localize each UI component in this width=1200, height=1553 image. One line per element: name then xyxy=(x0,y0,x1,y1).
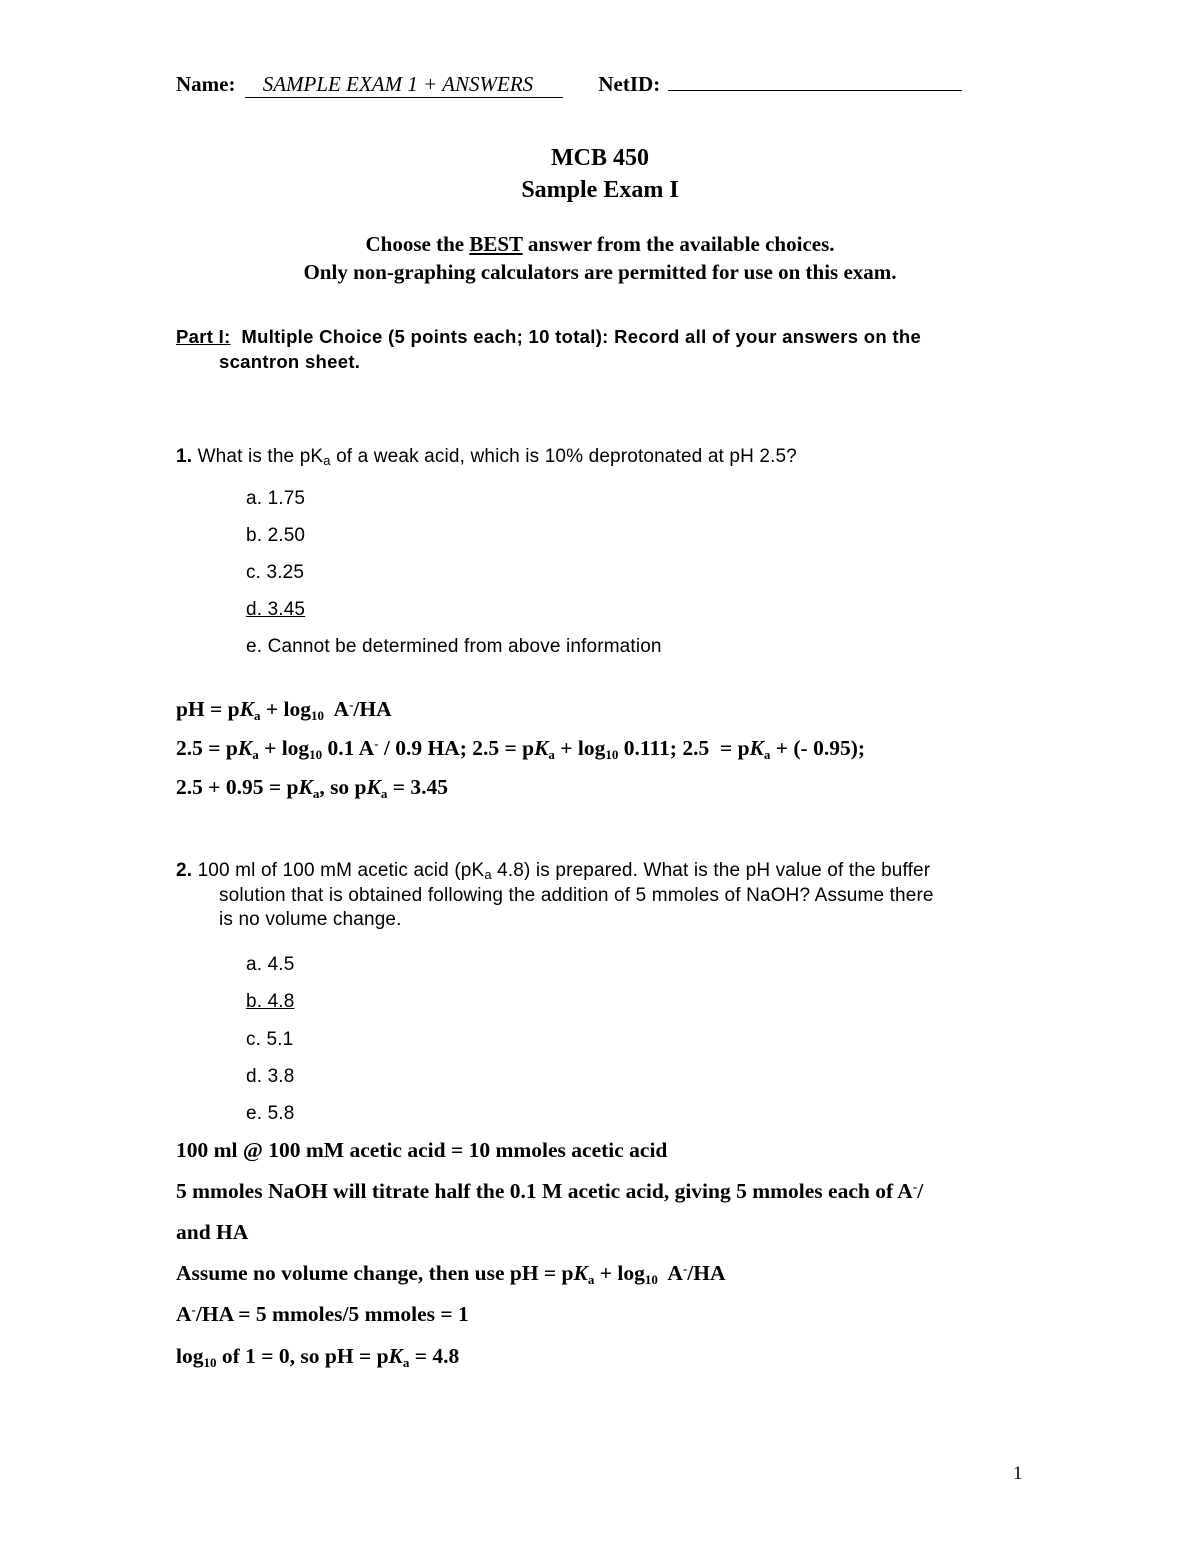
question-text: 100 ml of 100 mM acetic acid (pK xyxy=(192,860,485,881)
work-text: + log xyxy=(258,736,310,760)
subscript: 10 xyxy=(605,747,619,762)
work-text: of 1 = 0, so pH = p xyxy=(216,1344,389,1368)
question-text: 4.8) is prepared. What is the pH value of the buffer xyxy=(491,860,931,881)
work-text: Assume no volume change, then use pH = p xyxy=(176,1261,574,1285)
work-text: + (- 0.95); xyxy=(770,736,866,760)
superscript: - xyxy=(191,1302,196,1317)
work-text: / 0.9 HA; 2.5 = p xyxy=(378,736,535,760)
work-text: K xyxy=(534,736,549,760)
work-text: = 3.45 xyxy=(387,775,448,799)
instruction-best-answer xyxy=(0,232,1200,257)
q2-option-d[interactable]: d. 3.8 xyxy=(246,1066,295,1087)
superscript: - xyxy=(682,1261,688,1276)
part-heading xyxy=(176,326,921,348)
q1-option-b[interactable]: b. 2.50 xyxy=(246,525,306,546)
work-text: 0.1 A xyxy=(322,736,375,760)
page-number: 1 xyxy=(1013,1463,1023,1484)
q2-option-b-correct[interactable]: b. 4.8 xyxy=(246,991,295,1012)
question-text: of a weak acid, which is 10% deprotonated at pH 2.5? xyxy=(330,446,797,467)
q2-option-c[interactable]: c. 5.1 xyxy=(246,1029,294,1050)
subscript: a xyxy=(253,708,261,723)
subscript: a xyxy=(763,747,771,762)
instruction-emphasis: BEST xyxy=(469,232,523,256)
superscript: - xyxy=(374,736,379,751)
subscript: a xyxy=(312,786,320,801)
work-text: K xyxy=(388,1344,403,1368)
question-2 xyxy=(176,860,930,882)
subscript: 10 xyxy=(644,1272,658,1287)
work-text: / xyxy=(917,1179,924,1203)
question-2-cont: solution that is obtained following the addition of 5 mmoles of NaOH? Assume there xyxy=(219,885,934,906)
question-1 xyxy=(176,446,797,468)
subscript: a xyxy=(548,747,555,762)
instruction-text: Choose the xyxy=(365,232,470,256)
work-text: pH = p xyxy=(176,697,240,721)
work-text: /HA = 5 mmoles/5 mmoles = 1 xyxy=(195,1302,469,1326)
work-text: K xyxy=(239,697,254,721)
q1-option-d-correct[interactable]: d. 3.45 xyxy=(246,599,306,620)
exam-title: Sample Exam I xyxy=(521,177,679,203)
subscript: 10 xyxy=(310,708,324,723)
q2-work-line-4 xyxy=(176,1261,726,1286)
subscript: 10 xyxy=(309,747,323,762)
subscript: a xyxy=(402,1355,410,1370)
work-text: , so p xyxy=(319,775,367,799)
q2-work-line-6 xyxy=(176,1344,459,1369)
work-text: 0.111; 2.5 = p xyxy=(618,736,750,760)
subscript: a xyxy=(587,1272,595,1287)
subscript: 10 xyxy=(203,1355,217,1370)
work-text: + log xyxy=(594,1261,645,1285)
instruction-text: answer from the available choices. xyxy=(522,232,835,256)
work-text: A xyxy=(323,697,350,721)
work-text: K xyxy=(366,775,381,799)
superscript: - xyxy=(349,697,354,712)
q2-work-line-5 xyxy=(176,1302,469,1327)
work-text: /HA xyxy=(687,1261,726,1285)
work-text: K xyxy=(237,736,253,760)
netid-label: NetID: xyxy=(598,72,661,96)
name-label: Name: xyxy=(176,72,236,96)
work-text: 2.5 + 0.95 = p xyxy=(176,775,299,799)
subscript: a xyxy=(323,453,331,468)
question-text: What is the pK xyxy=(192,446,324,467)
q1-work-line-3 xyxy=(176,775,448,800)
work-text: K xyxy=(298,775,313,799)
q1-option-e[interactable]: e. Cannot be determined from above information xyxy=(246,636,662,657)
q2-work-line-2 xyxy=(176,1179,923,1204)
work-text: A xyxy=(176,1302,192,1326)
q2-option-e[interactable]: e. 5.8 xyxy=(246,1103,295,1124)
work-text: = 4.8 xyxy=(409,1344,460,1368)
q2-work-line-3: and HA xyxy=(176,1220,249,1244)
q1-work-line-1 xyxy=(176,697,392,722)
work-text: 5 mmoles NaOH will titrate half the 0.1 M acetic acid, giving 5 mmoles each of A xyxy=(176,1179,913,1203)
part-text: Multiple Choice (5 points each; 10 total): Record all of your answers on the xyxy=(230,326,922,347)
question-2-cont: is no volume change. xyxy=(219,909,402,930)
work-text: /HA xyxy=(353,697,392,721)
question-number: 2. xyxy=(176,860,193,881)
header-line xyxy=(176,70,962,98)
name-field[interactable]: SAMPLE EXAM 1 + ANSWERS xyxy=(245,72,563,98)
subscript: a xyxy=(252,747,259,762)
netid-field[interactable] xyxy=(668,70,962,91)
part-label: Part I: xyxy=(176,326,231,347)
work-text: log xyxy=(176,1344,204,1368)
work-text: + log xyxy=(260,697,311,721)
q1-option-c[interactable]: c. 3.25 xyxy=(246,562,305,583)
subscript: a xyxy=(484,867,492,882)
work-text: 2.5 = p xyxy=(176,736,238,760)
work-text: K xyxy=(573,1261,588,1285)
q2-option-a[interactable]: a. 4.5 xyxy=(246,954,295,975)
q2-work-line-1: 100 ml @ 100 mM acetic acid = 10 mmoles acetic acid xyxy=(176,1138,668,1162)
part-heading-cont: scantron sheet. xyxy=(219,351,361,372)
work-text: + log xyxy=(554,736,606,760)
work-text: A xyxy=(657,1261,683,1285)
work-text: K xyxy=(749,736,764,760)
instruction-calculators: Only non-graphing calculators are permitted for use on this exam. xyxy=(303,260,897,284)
question-number: 1. xyxy=(176,446,193,467)
q1-work-line-2 xyxy=(176,736,865,761)
subscript: a xyxy=(380,786,388,801)
superscript: - xyxy=(912,1179,918,1194)
course-title: MCB 450 xyxy=(551,145,649,171)
q1-option-a[interactable]: a. 1.75 xyxy=(246,488,306,509)
